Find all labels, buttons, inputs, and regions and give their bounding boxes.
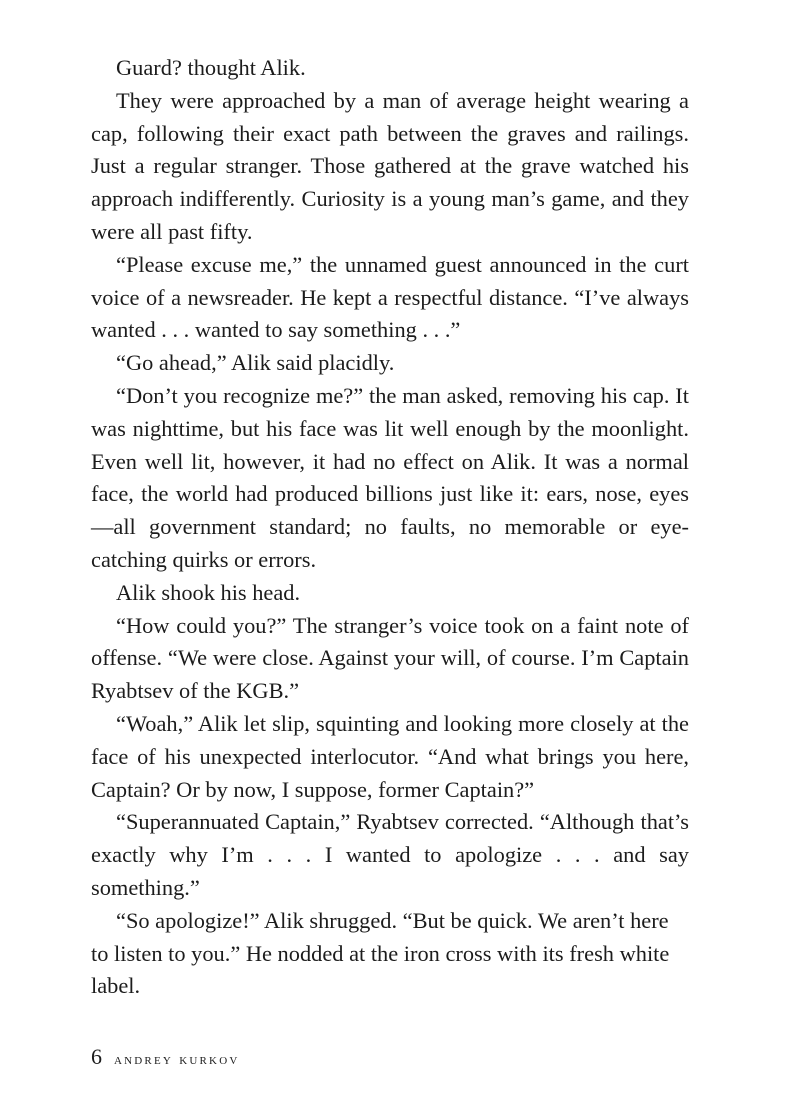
- paragraph: “So apologize!” Alik shrugged. “But be quick. We aren’t here to listen to you.” He nodded at the iron cross with its fresh white label.: [91, 907, 670, 999]
- running-head: andrey kurkov: [114, 1051, 240, 1068]
- paragraph: Guard? thought Alik.: [116, 55, 306, 80]
- paragraph: They were approached by a man of average height wearing a cap, following their exact path between the graves and railings. Just a regular stranger. Those gathered at the grave watched his approach indifferently. Curiosity is a young man’s game, and they were all past fifty.: [91, 87, 689, 244]
- page-number: 6: [91, 1044, 102, 1069]
- body-text: [91, 52, 689, 1003]
- paragraph: “Go ahead,” Alik said placidly.: [116, 350, 395, 376]
- paragraph: “Don’t you recognize me?” the man asked, removing his cap. It was nighttime, but his face was lit well enough by the moonlight. Even well lit, however, it had no effect on Alik. It was a normal face, the world had produced billions just like it: ears, nose, eyes—all government standard; no faults, no memorable or eye-catching quirks or errors.: [91, 382, 689, 572]
- paragraph: Alik shook his head.: [116, 579, 301, 605]
- page-footer: [91, 1044, 240, 1070]
- paragraph: “How could you?” The stranger’s voice took on a faint note of offense. “We were close. Against your will, of course. I’m Captain Ryabtsev of the KGB.”: [91, 612, 689, 704]
- paragraph: “Superannuated Captain,” Ryabtsev corrected. “Although that’s exactly why I’m . . . I wanted to apologize . . . and say something.”: [91, 809, 689, 900]
- paragraph: “Please excuse me,” the unnamed guest announced in the curt voice of a newsreader. He kept a respectful distance. “I’ve always wanted . . . wanted to say something . . .”: [91, 251, 689, 343]
- paragraph: “Woah,” Alik let slip, squinting and looking more closely at the face of his unexpected interlocutor. “And what brings you here, Captain? Or by now, I suppose, former Captain?”: [91, 710, 689, 802]
